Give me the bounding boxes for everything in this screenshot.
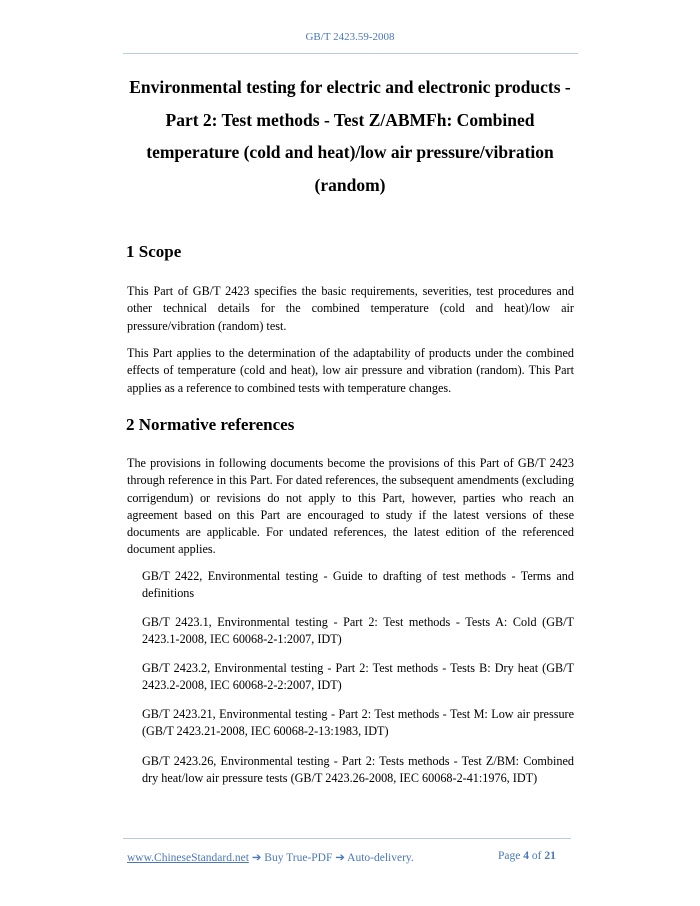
arrow-right-icon: ➔ [335,852,345,864]
of-label: of [531,850,542,862]
page-number: 4 [523,850,529,862]
document-title [100,71,600,201]
scope-paragraph: This Part of GB/T 2423 specifies the basic requirements, severities, test procedures and other technical details for the combined temperature (cold and heat)/low air pressure/vibration (random) test. [127,284,574,333]
footer-links [127,850,414,864]
reference-item: GB/T 2422, Environmental testing - Guide to drafting of test methods - Terms and definitions [142,569,574,601]
section-heading-normative-references: 2 Normative references [126,415,295,434]
reference-item: GB/T 2423.2, Environmental testing - Part 2: Test methods - Tests B: Dry heat (GB/T 2423.2-2008, IEC 60068-2-2:2007, IDT) [142,661,574,693]
references-intro-paragraph: The provisions in following documents become the provisions of this Part of GB/T 2423 through reference in this Part. For dated references, the subsequent amendments (excluding corrigendum) or revisions do not apply to this Part, however, parties who reach an agreement based on this Part are encouraged to study if the latest versions of these documents are applicable. For undated references, the latest edition of the referenced document applies. [127,456,574,557]
title-line: (random) [314,174,386,195]
page-label: Page [498,850,521,862]
scope-paragraph: This Part applies to the determination of the adaptability of products under the combined effects of temperature (cold and heat), low air pressure and vibration (random). This Part applies as a reference to combined tests with temperature changes. [127,346,574,395]
title-line: Part 2: Test methods - Test Z/ABMFh: Combined [165,109,535,130]
title-line: temperature (cold and heat)/low air pressure/vibration [146,142,554,162]
header-divider [123,53,578,54]
reference-item: GB/T 2423.21, Environmental testing - Part 2: Test methods - Test M: Low air pressure (GB/T 2423.21-2008, IEC 60068-2-13:1983, IDT) [142,707,574,739]
footer-divider [123,838,571,839]
page-total: 21 [544,850,556,862]
running-header: GB/T 2423.59-2008 [305,31,395,43]
arrow-right-icon: ➔ [251,852,262,864]
auto-delivery-text: Auto-delivery. [347,852,414,864]
reference-item: GB/T 2423.26, Environmental testing - Part 2: Tests methods - Test Z/BM: Combined dry heat/low air pressure tests (GB/T 2423.26-2008, IEC 60068-2-41:1976, IDT) [142,754,574,786]
page-indicator [498,850,556,862]
buy-pdf-text: Buy True-PDF [264,852,333,864]
reference-item: GB/T 2423.1, Environmental testing - Part 2: Test methods - Tests A: Cold (GB/T 2423.1-2008, IEC 60068-2-1:2007, IDT) [142,615,574,647]
section-heading-scope: 1 Scope [126,242,182,261]
title-line: Environmental testing for electric and electronic products - [129,77,571,97]
site-link[interactable]: www.ChineseStandard.net [127,852,249,864]
